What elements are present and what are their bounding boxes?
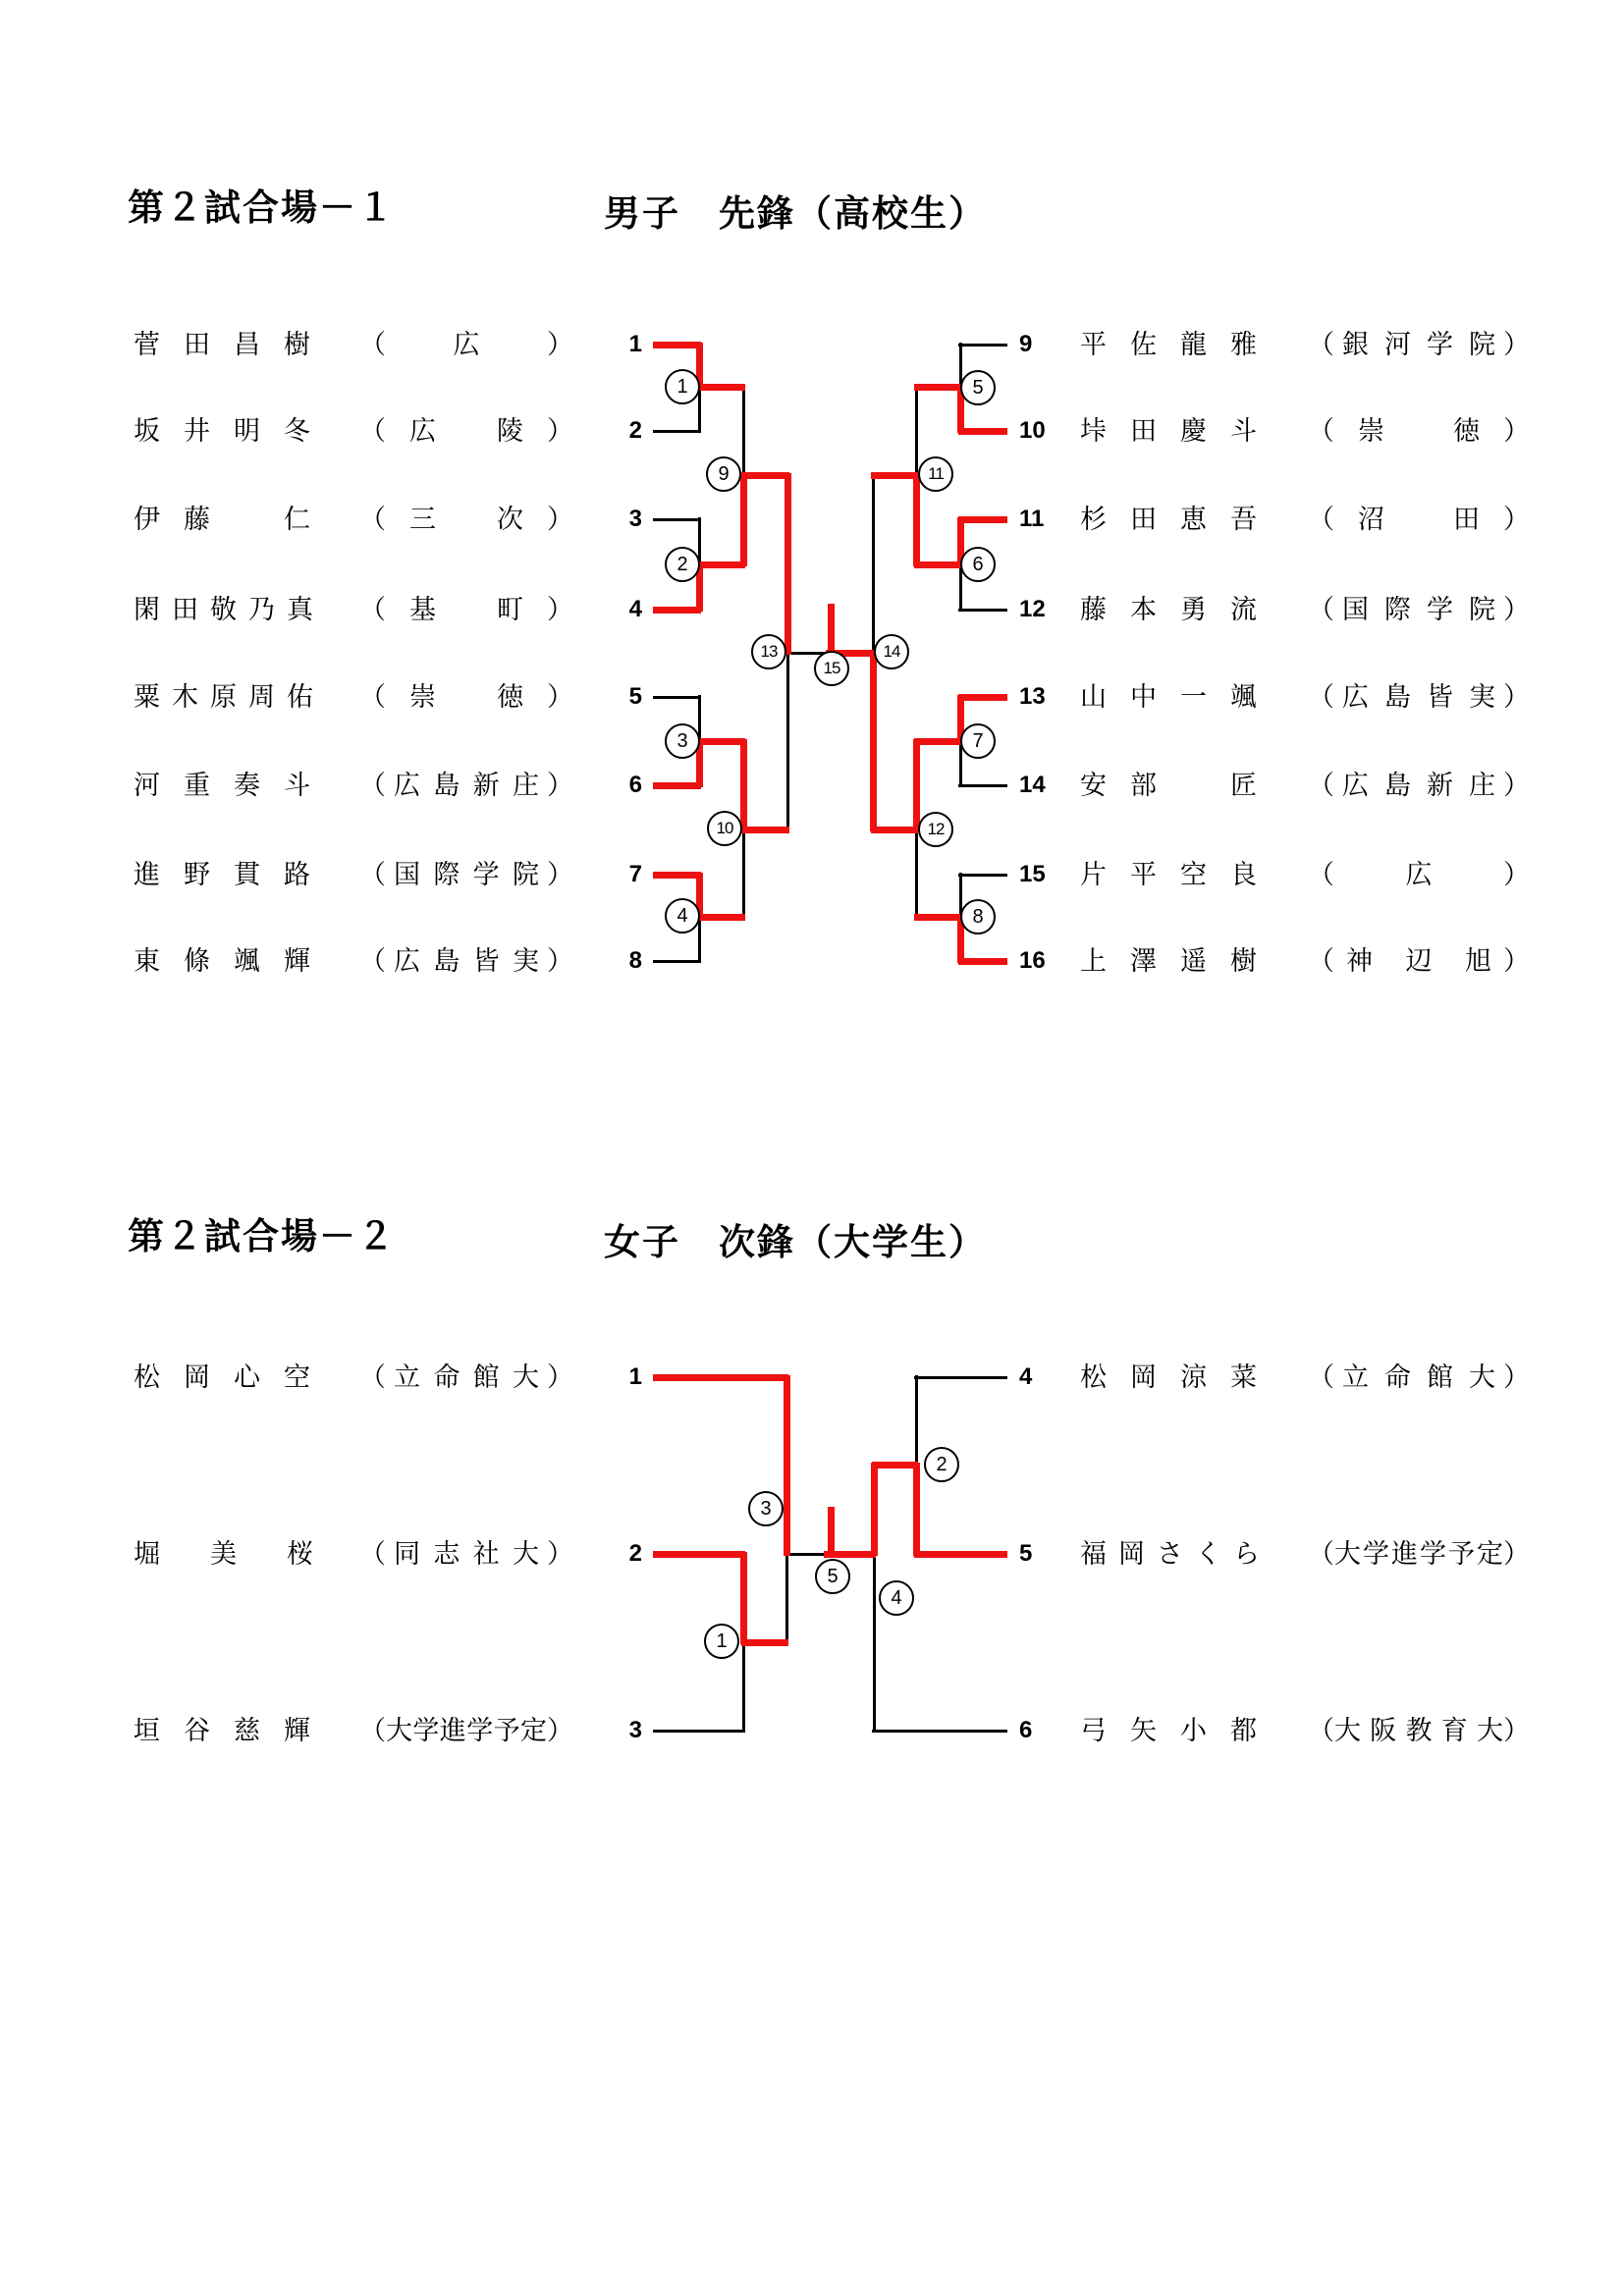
bracket-line-horizontal xyxy=(914,1376,1007,1379)
bracket-line-horizontal xyxy=(741,1639,788,1646)
school-name: 同志社大 xyxy=(394,1539,539,1569)
seed-number: 10 xyxy=(1019,417,1046,444)
school-name: 広 xyxy=(1405,860,1433,889)
school-name: 銀河学院 xyxy=(1342,330,1495,359)
player-school-group xyxy=(359,1532,573,1575)
player-school-group xyxy=(359,939,573,983)
player-school-group xyxy=(359,1709,573,1752)
close-paren: ） xyxy=(1503,946,1530,976)
school-name: 広島新庄 xyxy=(1342,771,1495,800)
bracket-line-horizontal xyxy=(958,344,1007,347)
close-paren: ） xyxy=(547,771,573,800)
bracket-line-horizontal xyxy=(958,784,1007,787)
close-paren: ） xyxy=(1503,860,1530,889)
bracket-line-vertical xyxy=(872,473,875,655)
bracket-line-horizontal xyxy=(871,827,918,833)
match-number-circle: 9 xyxy=(706,456,741,492)
school-name: 広島新庄 xyxy=(394,771,539,800)
player-school-group xyxy=(359,588,573,631)
bracket-line-vertical xyxy=(742,828,745,919)
open-paren: （ xyxy=(359,1716,386,1745)
school-name: 三次 xyxy=(409,505,523,534)
bracket-line-vertical xyxy=(915,1375,918,1467)
match-number-circle: 8 xyxy=(960,899,996,934)
player-name: 弓矢小都 xyxy=(1080,1716,1280,1745)
school-name: 広 xyxy=(453,330,480,359)
close-paren: ） xyxy=(1503,1716,1530,1745)
seed-number: 16 xyxy=(1019,947,1046,974)
bracket-line-vertical xyxy=(740,1552,747,1644)
bracket-1-title: 第２試合場－１ xyxy=(128,187,396,228)
open-paren: （ xyxy=(359,946,386,976)
player-school-group xyxy=(1308,323,1530,366)
school-name: 立命館大 xyxy=(1342,1362,1495,1392)
seed-number: 15 xyxy=(1019,861,1046,887)
player-school-group xyxy=(1308,1356,1530,1399)
close-paren: ） xyxy=(547,330,573,359)
player-name: 藤本勇流 xyxy=(1080,595,1280,624)
seed-number: 9 xyxy=(1019,331,1033,357)
bracket-line-horizontal xyxy=(653,782,701,789)
bracket-line-horizontal xyxy=(914,384,962,391)
school-name: 基町 xyxy=(409,595,523,624)
seed-number: 5 xyxy=(1019,1540,1033,1567)
match-number-circle: 1 xyxy=(704,1624,739,1659)
school-name: 広島皆実 xyxy=(394,946,539,976)
school-name: 国際学院 xyxy=(394,860,539,889)
bracket-line-vertical xyxy=(913,473,920,566)
player-school-group xyxy=(1308,764,1530,807)
seed-number: 12 xyxy=(1019,596,1046,622)
bracket-line-horizontal xyxy=(914,561,962,568)
seed-number: 6 xyxy=(628,772,642,798)
bracket-line-horizontal xyxy=(653,430,701,433)
bracket-line-vertical xyxy=(740,473,747,566)
bracket-line-horizontal xyxy=(958,428,1007,435)
bracket-line-vertical xyxy=(785,1552,788,1644)
bracket-line-vertical xyxy=(742,1640,745,1733)
match-number-circle: 10 xyxy=(707,811,742,846)
bracket-line-horizontal xyxy=(741,827,789,833)
seed-number: 4 xyxy=(1019,1363,1033,1390)
player-school-group xyxy=(1308,409,1530,453)
open-paren: （ xyxy=(359,595,386,624)
bracket-line-vertical xyxy=(913,739,920,831)
match-number-circle: 2 xyxy=(924,1447,959,1482)
open-paren: （ xyxy=(359,771,386,800)
bracket-line-vertical xyxy=(828,604,835,655)
player-school-group xyxy=(359,764,573,807)
bracket-line-vertical xyxy=(870,651,877,831)
school-name: 大学進学予定 xyxy=(1334,1539,1503,1569)
bracket-line-vertical xyxy=(740,739,747,831)
player-name: 伊藤 仁 xyxy=(134,505,334,534)
seed-number: 3 xyxy=(628,1717,642,1743)
school-name: 崇徳 xyxy=(1358,416,1480,446)
player-name: 菅田昌樹 xyxy=(134,330,334,359)
match-number-circle: 15 xyxy=(814,651,849,686)
school-name: 大学進学予定 xyxy=(386,1716,547,1745)
bracket-line-vertical xyxy=(786,651,789,831)
bracket-2-subtitle: 女子 次鋒（大学生） xyxy=(604,1221,987,1262)
close-paren: ） xyxy=(547,860,573,889)
close-paren: ） xyxy=(547,505,573,534)
close-paren: ） xyxy=(547,682,573,712)
player-name: 坂井明冬 xyxy=(134,416,334,446)
seed-number: 1 xyxy=(628,331,642,357)
player-school-group xyxy=(1308,1709,1530,1752)
school-name: 大阪教育大 xyxy=(1334,1716,1503,1745)
match-number-circle: 5 xyxy=(815,1559,850,1594)
open-paren: （ xyxy=(1308,682,1334,712)
player-name: 片平空良 xyxy=(1080,860,1280,889)
school-name: 沼田 xyxy=(1358,505,1480,534)
seed-number: 2 xyxy=(628,417,642,444)
match-number-circle: 7 xyxy=(960,723,996,759)
seed-number: 4 xyxy=(628,596,642,622)
open-paren: （ xyxy=(1308,1539,1334,1569)
bracket-line-horizontal xyxy=(653,1730,745,1733)
close-paren: ） xyxy=(547,1362,573,1392)
close-paren: ） xyxy=(547,1539,573,1569)
player-name: 東條颯輝 xyxy=(134,946,334,976)
open-paren: （ xyxy=(1308,416,1334,446)
close-paren: ） xyxy=(547,416,573,446)
player-name: 閑田敬乃真 xyxy=(134,595,325,624)
bracket-line-horizontal xyxy=(914,914,962,921)
bracket-line-horizontal xyxy=(653,1374,788,1381)
bracket-line-horizontal xyxy=(871,472,918,479)
open-paren: （ xyxy=(359,505,386,534)
match-number-circle: 4 xyxy=(879,1580,914,1616)
bracket-line-horizontal xyxy=(653,518,701,521)
player-school-group xyxy=(359,675,573,719)
close-paren: ） xyxy=(1503,682,1530,712)
seed-number: 6 xyxy=(1019,1717,1033,1743)
player-school-group xyxy=(359,498,573,541)
open-paren: （ xyxy=(359,860,386,889)
bracket-line-horizontal xyxy=(697,561,745,568)
player-school-group xyxy=(1308,588,1530,631)
open-paren: （ xyxy=(1308,771,1334,800)
open-paren: （ xyxy=(1308,595,1334,624)
bracket-line-horizontal xyxy=(872,1730,1007,1733)
bracket-2-title: 第２試合場－２ xyxy=(128,1215,396,1256)
match-number-circle: 3 xyxy=(748,1491,784,1526)
player-name: 垰田慶斗 xyxy=(1080,416,1280,446)
match-number-circle: 1 xyxy=(665,369,700,404)
open-paren: （ xyxy=(1308,505,1334,534)
bracket-line-vertical xyxy=(784,1375,790,1556)
bracket-line-horizontal xyxy=(653,696,701,699)
open-paren: （ xyxy=(1308,330,1334,359)
open-paren: （ xyxy=(1308,946,1334,976)
close-paren: ） xyxy=(1503,330,1530,359)
bracket-line-horizontal xyxy=(697,384,745,391)
player-school-group xyxy=(1308,675,1530,719)
close-paren: ） xyxy=(1503,1539,1530,1569)
player-name: 垣谷慈輝 xyxy=(134,1716,334,1745)
open-paren: （ xyxy=(359,416,386,446)
bracket-line-vertical xyxy=(742,385,745,477)
seed-number: 14 xyxy=(1019,772,1046,798)
player-school-group xyxy=(1308,853,1530,896)
player-name: 松岡涼菜 xyxy=(1080,1362,1280,1392)
open-paren: （ xyxy=(359,330,386,359)
bracket-line-vertical xyxy=(828,1507,835,1556)
school-name: 神辺旭 xyxy=(1346,946,1491,976)
match-number-circle: 4 xyxy=(665,898,700,934)
player-school-group xyxy=(1308,498,1530,541)
player-name: 進野貫路 xyxy=(134,860,334,889)
player-school-group xyxy=(1308,939,1530,983)
bracket-line-horizontal xyxy=(958,958,1007,965)
close-paren: ） xyxy=(1503,505,1530,534)
player-school-group xyxy=(359,409,573,453)
bracket-line-vertical xyxy=(915,828,918,919)
match-number-circle: 5 xyxy=(960,370,996,405)
open-paren: （ xyxy=(1308,1362,1334,1392)
player-name: 杉田恵吾 xyxy=(1080,505,1280,534)
bracket-line-vertical xyxy=(913,1463,920,1556)
seed-number: 8 xyxy=(628,947,642,974)
close-paren: ） xyxy=(1503,771,1530,800)
match-number-circle: 3 xyxy=(665,723,700,759)
bracket-line-horizontal xyxy=(958,694,1007,701)
player-school-group xyxy=(1308,1532,1530,1575)
bracket-line-horizontal xyxy=(653,607,701,614)
bracket-line-horizontal xyxy=(958,609,1007,612)
open-paren: （ xyxy=(359,682,386,712)
bracket-line-horizontal xyxy=(653,960,701,963)
bracket-line-vertical xyxy=(785,473,791,655)
seed-number: 5 xyxy=(628,683,642,710)
player-name: 上澤遥樹 xyxy=(1080,946,1280,976)
player-name: 松岡心空 xyxy=(134,1362,334,1392)
player-name: 安部 匠 xyxy=(1080,771,1280,800)
bracket-line-horizontal xyxy=(914,738,962,745)
match-number-circle: 6 xyxy=(960,547,996,582)
bracket-line-horizontal xyxy=(697,738,745,745)
bracket-line-horizontal xyxy=(914,1551,1007,1558)
seed-number: 2 xyxy=(628,1540,642,1567)
bracket-line-horizontal xyxy=(653,872,701,879)
player-school-group xyxy=(359,323,573,366)
player-name: 粟木原周佑 xyxy=(134,682,325,712)
seed-number: 1 xyxy=(628,1363,642,1390)
seed-number: 3 xyxy=(628,506,642,532)
player-name: 堀 美 桜 xyxy=(134,1539,325,1569)
close-paren: ） xyxy=(547,1716,573,1745)
player-school-group xyxy=(359,1356,573,1399)
match-number-circle: 12 xyxy=(918,812,953,847)
close-paren: ） xyxy=(1503,595,1530,624)
school-name: 立命館大 xyxy=(394,1362,539,1392)
open-paren: （ xyxy=(1308,1716,1334,1745)
match-number-circle: 13 xyxy=(751,634,786,669)
school-name: 広島皆実 xyxy=(1342,682,1495,712)
school-name: 広陵 xyxy=(409,416,523,446)
bracket-line-horizontal xyxy=(653,1551,745,1558)
school-name: 崇徳 xyxy=(409,682,523,712)
seed-number: 11 xyxy=(1019,506,1045,532)
open-paren: （ xyxy=(1308,860,1334,889)
seed-number: 13 xyxy=(1019,683,1046,710)
bracket-line-vertical xyxy=(915,385,918,477)
seed-number: 7 xyxy=(628,861,642,887)
close-paren: ） xyxy=(1503,416,1530,446)
close-paren: ） xyxy=(1503,1362,1530,1392)
open-paren: （ xyxy=(359,1362,386,1392)
player-name: 福岡さくら xyxy=(1080,1539,1272,1569)
match-number-circle: 14 xyxy=(874,634,909,669)
player-name: 平佐龍雅 xyxy=(1080,330,1280,359)
open-paren: （ xyxy=(359,1539,386,1569)
match-number-circle: 2 xyxy=(665,547,700,582)
player-name: 山中一颯 xyxy=(1080,682,1280,712)
bracket-line-horizontal xyxy=(697,914,745,921)
player-school-group xyxy=(359,853,573,896)
bracket-line-horizontal xyxy=(958,516,1007,523)
close-paren: ） xyxy=(547,595,573,624)
match-number-circle: 11 xyxy=(918,456,953,492)
bracket-line-vertical xyxy=(873,1552,876,1733)
bracket-1-subtitle: 男子 先鋒（高校生） xyxy=(604,192,987,234)
close-paren: ） xyxy=(547,946,573,976)
bracket-line-horizontal xyxy=(653,342,701,348)
player-name: 河重奏斗 xyxy=(134,771,334,800)
bracket-line-horizontal xyxy=(872,1462,918,1468)
school-name: 国際学院 xyxy=(1342,595,1495,624)
bracket-line-vertical xyxy=(871,1463,878,1556)
bracket-line-horizontal xyxy=(741,472,789,479)
bracket-line-horizontal xyxy=(958,874,1007,877)
